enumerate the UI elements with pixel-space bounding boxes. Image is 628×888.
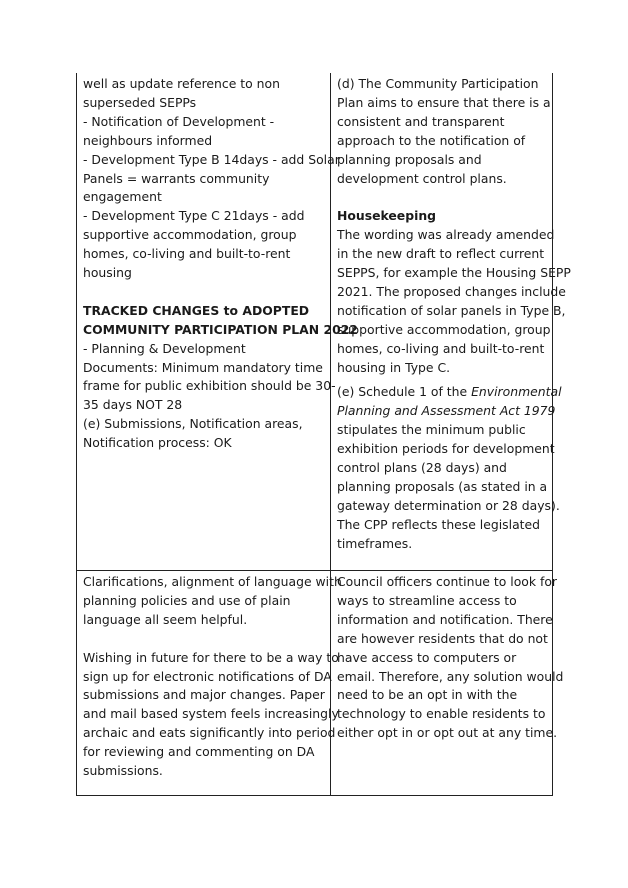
response-text-block bbox=[337, 75, 551, 188]
text-line: submissions and major changes. Paper bbox=[83, 687, 325, 703]
text-line: language all seem helpful. bbox=[83, 611, 248, 627]
text-line: - Planning & Development bbox=[83, 340, 246, 356]
submission-cell bbox=[77, 571, 342, 796]
text-line: - Notification of Development - bbox=[83, 113, 275, 129]
submissions-response-table bbox=[76, 73, 571, 796]
text-line: Plan aims to ensure that there is a bbox=[337, 94, 551, 110]
text-line: 35 days NOT 28 bbox=[83, 397, 183, 413]
text-line: gateway determination or 28 days). bbox=[337, 497, 560, 513]
response-text-block bbox=[337, 421, 560, 553]
text-line: and mail based system feels increasingly bbox=[83, 706, 339, 722]
text-line: COMMUNITY PARTICIPATION PLAN 2022 bbox=[83, 321, 358, 337]
text-line: timeframes. bbox=[337, 535, 413, 551]
text-line: Wishing in future for there to be a way to bbox=[83, 649, 339, 665]
text-line: have access to computers or bbox=[337, 649, 517, 665]
text-line: approach to the notification of bbox=[337, 132, 526, 148]
text-line: for reviewing and commenting on DA bbox=[83, 744, 315, 760]
text-line: Council officers continue to look for bbox=[337, 574, 558, 589]
text-line: TRACKED CHANGES to ADOPTED bbox=[83, 302, 310, 318]
act-title-part-1: Environmental bbox=[471, 384, 562, 400]
text-line: The wording was already amended bbox=[337, 227, 555, 243]
text-line: planning proposals (as stated in a bbox=[337, 479, 548, 495]
text-line: homes, co-living and built-to-rent bbox=[83, 246, 291, 262]
text-line: control plans (28 days) and bbox=[337, 460, 507, 476]
text-line: consistent and transparent bbox=[337, 113, 505, 129]
submission-cell bbox=[77, 73, 358, 571]
text-line: technology to enable residents to bbox=[337, 706, 546, 722]
text-line: development control plans. bbox=[337, 170, 507, 186]
act-title-part-2: Planning and Assessment Act 1979 bbox=[337, 403, 556, 419]
text-line: in the new draft to reflect current bbox=[337, 246, 545, 262]
table-row bbox=[77, 571, 553, 796]
text-line: - Development Type C 21days - add bbox=[83, 208, 305, 224]
text-line: notification of solar panels in Type B, bbox=[337, 302, 566, 318]
text-line: SEPPS, for example the Housing SEPP bbox=[337, 265, 571, 281]
text-line: supportive accommodation, group bbox=[337, 321, 551, 337]
text-line: planning proposals and bbox=[337, 151, 482, 167]
text-line: Documents: Minimum mandatory time bbox=[83, 359, 323, 375]
text-line: email. Therefore, any solution would bbox=[337, 668, 564, 684]
text-line: planning policies and use of plain bbox=[83, 592, 291, 608]
response-cell bbox=[331, 571, 564, 796]
submission-text-block bbox=[83, 573, 342, 630]
text-line: housing in Type C. bbox=[337, 359, 451, 375]
table-row bbox=[77, 73, 553, 571]
text-line: either opt in or opt out at any time. bbox=[337, 725, 558, 741]
text-line: stipulates the minimum public bbox=[337, 422, 526, 438]
submission-text-block bbox=[83, 649, 339, 781]
text-line: information and notification. There bbox=[337, 611, 553, 627]
text-line: Notification process: OK bbox=[83, 435, 232, 451]
schedule-prefix: (e) Schedule 1 of the bbox=[337, 384, 472, 400]
response-cell bbox=[331, 73, 571, 571]
text-line: exhibition periods for development bbox=[337, 441, 555, 457]
text-line: frame for public exhibition should be 30- bbox=[83, 378, 336, 394]
response-text-block bbox=[337, 226, 571, 377]
submission-text-block bbox=[83, 75, 340, 283]
schedule-line-1 bbox=[337, 383, 562, 402]
housekeeping-heading: Housekeeping bbox=[337, 208, 437, 224]
text-line: housing bbox=[83, 265, 132, 281]
text-line: need to be an opt in with the bbox=[337, 687, 518, 703]
text-line: Panels = warrants community bbox=[83, 170, 270, 186]
text-line: 2021. The proposed changes include bbox=[337, 283, 566, 299]
text-line: well as update reference to non bbox=[83, 76, 280, 91]
text-line: - Development Type B 14days - add Solar bbox=[83, 151, 340, 167]
text-line: sign up for electronic notifications of DA bbox=[83, 668, 332, 684]
response-text-block bbox=[337, 573, 564, 743]
text-line: homes, co-living and built-to-rent bbox=[337, 340, 545, 356]
text-line: are however residents that do not bbox=[337, 630, 548, 646]
text-line: submissions. bbox=[83, 763, 163, 779]
text-line: Clarifications, alignment of language with bbox=[83, 574, 342, 589]
text-line: supportive accommodation, group bbox=[83, 227, 297, 243]
text-line: neighbours informed bbox=[83, 132, 213, 148]
text-line: engagement bbox=[83, 189, 162, 205]
submission-text-block bbox=[83, 340, 336, 453]
text-line: The CPP reflects these legislated bbox=[337, 516, 541, 532]
text-line: (e) Submissions, Notification areas, bbox=[83, 416, 303, 432]
text-line: superseded SEPPs bbox=[83, 94, 197, 110]
text-line: ways to streamline access to bbox=[337, 592, 517, 608]
text-line: archaic and eats significantly into period bbox=[83, 725, 336, 741]
tracked-changes-heading bbox=[83, 302, 358, 340]
text-line: (d) The Community Participation bbox=[337, 76, 539, 91]
